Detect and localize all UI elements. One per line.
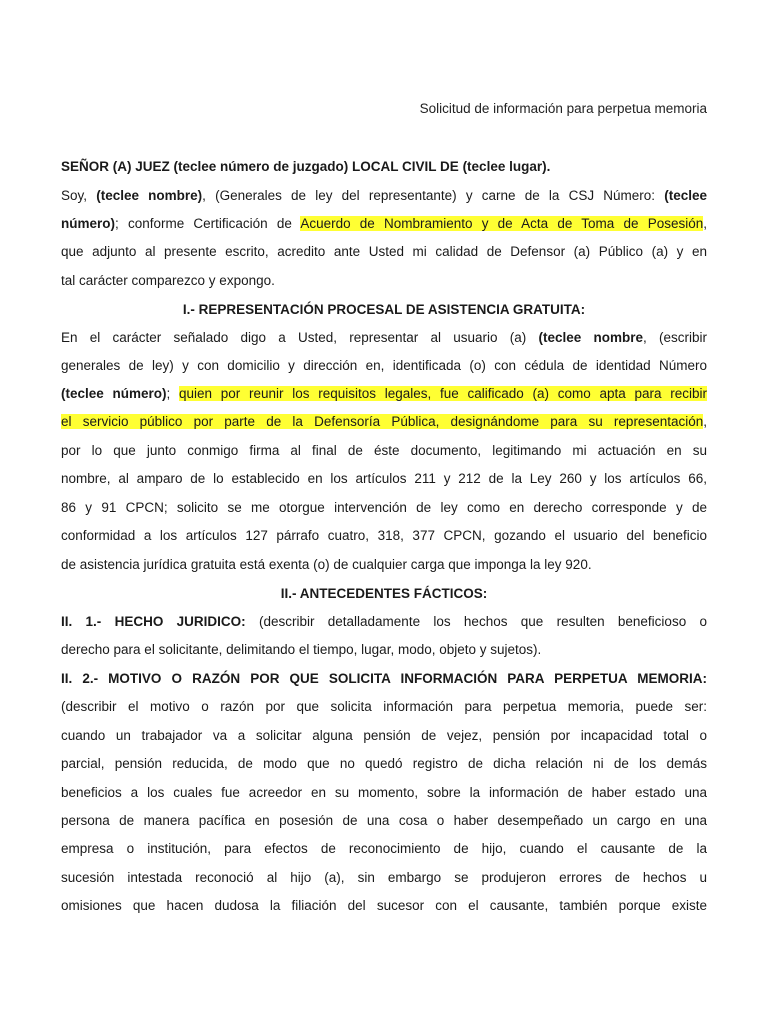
paragraph-3-line-1 <box>61 613 707 631</box>
document-title: Solicitud de información para perpetua memoria <box>419 101 707 116</box>
paragraph-2-line-3 <box>61 385 707 403</box>
text-run: , <box>703 414 707 429</box>
paragraph-4-line-7: sucesión intestada reconoció al hijo (a), sin embargo se produjeron errores de hechos u <box>61 870 707 885</box>
text-run: (describir detalladamente los hechos que resulten beneficioso o <box>245 614 708 629</box>
paragraph-4-line-2: cuando un trabajador va a solicitar alguna pensión de vejez, pensión por incapacidad total o <box>61 728 707 743</box>
paragraph-4-line-1: (describir el motivo o razón por que solicita información para perpetua memoria, puede ser: <box>61 699 707 714</box>
paragraph-4-line-4: beneficios a los cuales fue acreedor en su momento, sobre la información de haber estado una <box>61 785 707 800</box>
paragraph-1-line-1 <box>61 187 707 205</box>
paragraph-2-line-5: por lo que junto conmigo firma al final de éste documento, legitimando mi actuación en su <box>61 443 707 458</box>
paragraph-4-line-5: persona de manera pacífica en posesión de una cosa o haber desempeñado un cargo en una <box>61 813 707 828</box>
number-placeholder-end: número) <box>61 216 115 231</box>
text-run: , (escribir <box>643 330 707 345</box>
court-address-line <box>61 158 707 176</box>
subsection-heading: II. 1.- HECHO JURIDICO: <box>61 614 246 629</box>
paragraph-2-line-7: 86 y 91 CPCN; solicito se me otorgue intervención de ley como en derecho corresponde y de <box>61 500 707 515</box>
court-number-placeholder: (teclee número de juzgado) <box>173 159 349 174</box>
paragraph-1-line-2 <box>61 215 707 233</box>
section-1-title: I.- REPRESENTACIÓN PROCESAL DE ASISTENCIA GRATUITA: <box>182 302 586 317</box>
id-number-placeholder: (teclee número) <box>61 386 167 401</box>
paragraph-4-line-3: parcial, pensión reducida, de modo que no quedó registro de dicha relación ni de los demás <box>61 756 707 771</box>
user-name-placeholder: (teclee nombre <box>538 330 644 345</box>
paragraph-4-line-6: empresa o institución, para efectos de reconocimiento de hijo, cuando el causante de la <box>61 841 707 856</box>
paragraph-2-line-2: generales de ley) y con domicilio y dirección en, identificada (o) con cédula de identidad Número <box>61 358 707 373</box>
paragraph-3-line-2: derecho para el solicitante, delimitando el tiempo, lugar, modo, objeto y sujetos). <box>61 642 542 657</box>
subsection-2-heading: II. 2.- MOTIVO O RAZÓN POR QUE SOLICITA INFORMACIÓN PARA PERPETUA MEMORIA: <box>61 671 707 686</box>
text-run: ; conforme Certificación de <box>115 216 301 231</box>
addressee-text: SEÑOR (A) JUEZ <box>61 159 174 174</box>
text-run: Soy, <box>61 188 97 203</box>
text-run: En el carácter señalado digo a Usted, representar al usuario (a) <box>61 330 539 345</box>
paragraph-1-line-4: tal carácter comparezco y expongo. <box>61 273 275 288</box>
place-placeholder: (teclee lugar). <box>462 159 551 174</box>
paragraph-2-line-8: conformidad a los artículos 127 párrafo cuatro, 318, 377 CPCN, gozando el usuario del beneficio <box>61 528 707 543</box>
highlighted-text: el servicio público por parte de la Defensoría Pública, designándome para su representación <box>61 414 704 429</box>
text-run: , (Generales de ley del representante) y carne de la CSJ Número: <box>202 188 665 203</box>
paragraph-2-line-4 <box>61 413 707 431</box>
paragraph-2-line-6: nombre, al amparo de lo establecido en los artículos 211 y 212 de la Ley 260 y los artículos 66, <box>61 471 707 486</box>
section-2-title: II.- ANTECEDENTES FÁCTICOS: <box>280 586 488 601</box>
highlighted-text: quien por reunir los requisitos legales, fue calificado (a) como apta para recibir <box>179 386 707 401</box>
text-run: , <box>703 216 707 231</box>
paragraph-2-line-9: de asistencia jurídica gratuita está exenta (o) de cualquier carga que imponga la ley 920. <box>61 557 592 572</box>
number-placeholder: (teclee <box>664 188 707 203</box>
highlighted-text: Acuerdo de Nombramiento y de Acta de Toma de Posesión <box>300 216 704 231</box>
court-type-text: LOCAL CIVIL DE <box>348 159 463 174</box>
paragraph-1-line-3: que adjunto al presente escrito, acredito ante Usted mi calidad de Defensor (a) Público (a) y en <box>61 244 707 259</box>
paragraph-2-line-1 <box>61 329 707 347</box>
text-run: ; <box>166 386 179 401</box>
name-placeholder: (teclee nombre) <box>96 188 203 203</box>
paragraph-4-line-8: omisiones que hacen dudosa la filiación del sucesor con el causante, también porque existe <box>61 898 707 913</box>
